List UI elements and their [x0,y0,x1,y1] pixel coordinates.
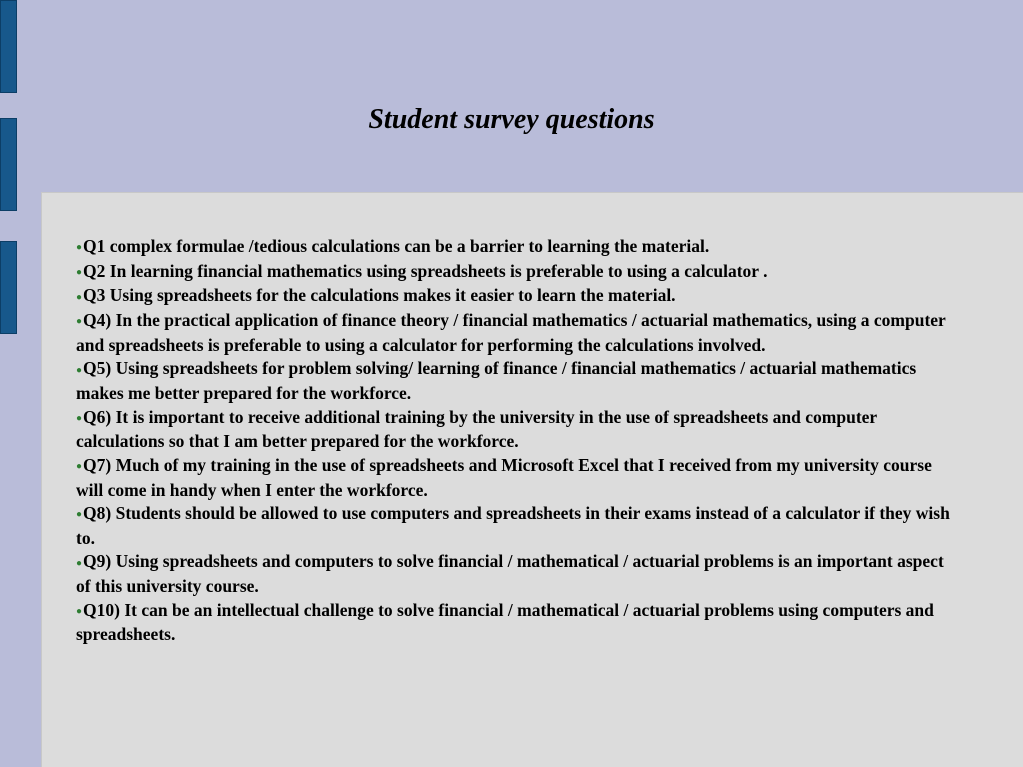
question-item [76,284,956,309]
question-item [76,454,956,502]
question-text: Q5) Using spreadsheets for problem solving/ learning of finance / financial mathematics / actuarial mathematics makes me better prepared for the workforce. [76,358,917,404]
bullet-icon: ● [76,605,83,617]
bullet-icon: ● [76,557,83,569]
content-panel [41,192,1023,767]
question-item [76,260,956,285]
bullet-icon: ● [76,316,83,328]
question-text: Q1 complex formulae /tedious calculations can be a barrier to learning the material. [83,236,710,256]
question-item [76,502,956,550]
question-text: Q7) Much of my training in the use of spreadsheets and Microsoft Excel that I received from my university course will come in handy when I enter the workforce. [76,454,932,500]
bullet-icon: ● [76,412,83,424]
side-decor-bar [0,241,17,334]
bullet-icon: ● [76,509,83,521]
bullet-icon: ● [76,242,83,254]
question-item [76,235,956,260]
question-text: Q8) Students should be allowed to use computers and spreadsheets in their exams instead of a calculator if they wish to. [76,503,950,548]
question-text: Q4) In the practical application of finance theory / financial mathematics / actuarial mathematics, using a computer and spreadsheets is preferable to using a calculator for performing the calculations involved. [76,310,946,355]
question-text: Q9) Using spreadsheets and computers to solve financial / mathematical / actuarial problems is an important aspect of this university course. [76,551,944,597]
bullet-icon: ● [76,364,83,376]
question-item [76,357,956,405]
question-text: Q6) It is important to receive additional training by the university in the use of spreadsheets and computer calculations so that I am better prepared for the workforce. [76,406,877,452]
bullet-icon: ● [76,461,83,473]
question-item [76,550,956,598]
question-item [76,599,956,647]
question-item [76,309,956,357]
question-text: Q10) It can be an intellectual challenge to solve financial / mathematical / actuarial problems using computers and spreadsheets. [76,599,934,645]
question-list [76,235,956,647]
slide-title: Student survey questions [368,104,655,135]
side-decor-bar [0,0,17,93]
question-item [76,406,956,454]
bullet-icon: ● [76,291,83,303]
question-text: Q2 In learning financial mathematics using spreadsheets is preferable to using a calculator . [83,260,768,281]
bullet-icon: ● [76,266,83,278]
question-text: Q3 Using spreadsheets for the calculations makes it easier to learn the material. [83,285,676,306]
